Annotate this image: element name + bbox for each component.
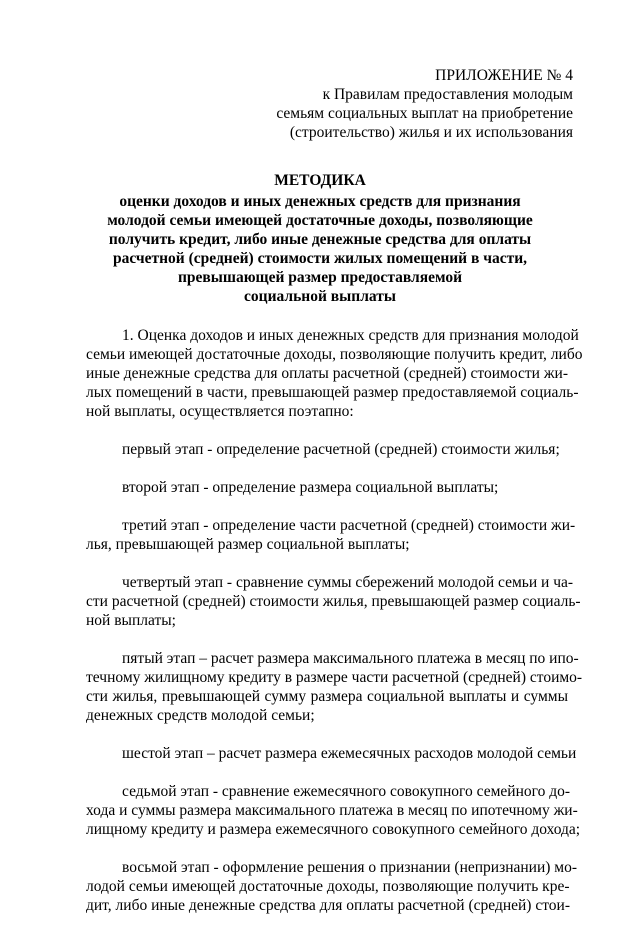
paragraph-line: третий этап - определение части расчетной (средней) стоимости жи-: [122, 517, 576, 534]
paragraph-line: лищному кредиту и размера ежемесячного совокупного семейного дохода;: [86, 821, 581, 838]
paragraph-line: пятый этап – расчет размера максимального платежа в месяц по ипо-: [122, 650, 579, 667]
appendix-line: к Правилам предоставления молодым: [322, 86, 573, 103]
paragraph-line: лодой семьи имеющей достаточные доходы, позволяющие получить кре-: [86, 878, 570, 895]
paragraph-line: ной выплаты;: [86, 612, 176, 629]
paragraph-line: восьмой этап - оформление решения о признании (непризнании) мо-: [122, 859, 578, 876]
title-line: расчетной (средней) стоимости жилых помещений в части,: [112, 250, 528, 267]
paragraph-line: второй этап - определение размера социальной выплаты;: [122, 479, 499, 496]
paragraph-line: иные денежные средства для оплаты расчетной (средней) стоимости жи-: [86, 365, 568, 382]
title-line: получить кредит, либо иные денежные средства для оплаты: [108, 231, 532, 248]
paragraph-line: первый этап - определение расчетной (средней) стоимости жилья;: [122, 441, 560, 458]
title-line: молодой семьи имеющей достаточные доходы, позволяющие: [107, 212, 533, 229]
paragraph-line: лья, превышающей размер социальной выплаты;: [86, 536, 410, 553]
paragraph: [86, 326, 583, 421]
paragraph: [86, 516, 576, 554]
paragraph-line: сти расчетной (средней) стоимости жилья, превышающей размер социаль-: [86, 593, 581, 610]
paragraph-line: 1. Оценка доходов и иных денежных средств для признания молодой: [122, 327, 579, 344]
title-line: социальной выплаты: [244, 288, 396, 305]
title-line: превышающей размер предоставляемой: [177, 269, 463, 286]
paragraph-line: седьмой этап - сравнение ежемесячного совокупного семейного до-: [122, 783, 571, 800]
document-body: [86, 326, 583, 934]
paragraph: [86, 858, 578, 915]
paragraph: [86, 782, 581, 839]
paragraph: [86, 478, 568, 497]
paragraph: [86, 649, 583, 725]
paragraph: [86, 573, 581, 630]
paragraph: [86, 440, 568, 459]
paragraph-line: денежных средств молодой семьи;: [86, 707, 315, 724]
paragraph-line: сти жилья, превышающей сумму размера социальной выплаты и суммы: [86, 688, 568, 705]
title-main: МЕТОДИКА: [274, 172, 366, 189]
appendix-line: семьям социальных выплат на приобретение: [276, 105, 573, 122]
paragraph-line: ной выплаты, осуществляется поэтапно:: [86, 403, 354, 420]
title-line: оценки доходов и иных денежных средств для признания: [119, 193, 521, 210]
appendix-line: (строительство) жилья и их использования: [289, 124, 573, 141]
paragraph-line: семьи имеющей достаточные доходы, позволяющие получить кредит, либо: [86, 346, 583, 363]
paragraph-line: четвертый этап - сравнение суммы сбережений молодой семьи и ча-: [122, 574, 574, 591]
paragraph-line: хода и суммы размера максимального платежа в месяц по ипотечному жи-: [86, 802, 578, 819]
paragraph-line: лых помещений в части, превышающей размер предоставляемой социаль-: [86, 384, 579, 401]
appendix-header: [243, 66, 573, 142]
appendix-title: ПРИЛОЖЕНИЕ № 4: [435, 67, 573, 84]
document-title: [60, 171, 580, 306]
paragraph: [86, 744, 577, 763]
paragraph-line: дит, либо иные денежные средства для оплаты расчетной (средней) стои-: [86, 897, 570, 914]
paragraph-line: шестой этап – расчет размера ежемесячных расходов молодой семьи: [122, 745, 577, 762]
paragraph-line: течному жилищному кредиту в размере части расчетной (средней) стоимо-: [86, 669, 583, 686]
